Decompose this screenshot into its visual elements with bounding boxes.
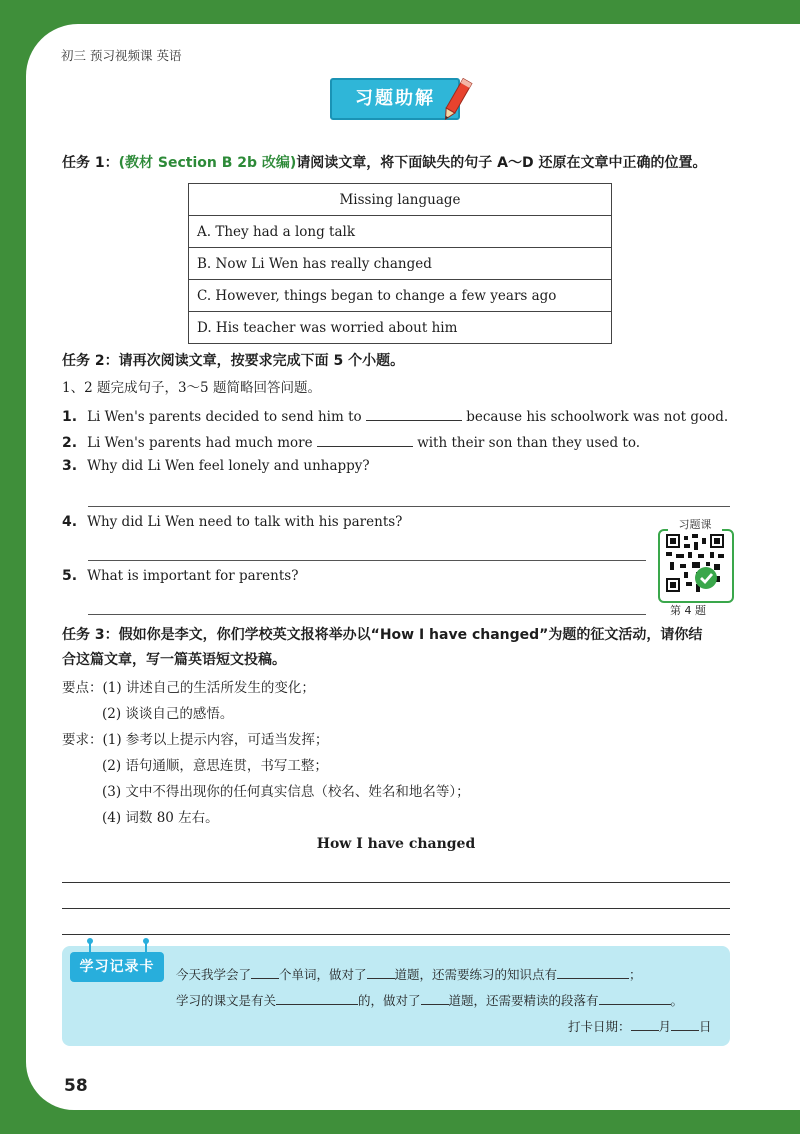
task1-heading [62, 152, 707, 172]
question-2 [62, 432, 640, 451]
task2-heading: 任务 2：请再次阅读文章，按要求完成下面 5 个小题。 [62, 353, 405, 369]
q4-text: Why did Li Wen need to talk with his parents? [87, 514, 403, 530]
topic-blank[interactable] [276, 990, 358, 1005]
card-line-3 [568, 1016, 712, 1035]
essay-title: How I have changed [316, 836, 476, 852]
option-c: C. However, things began to change a few years ago [189, 280, 612, 312]
q2-text-after: with their son than they used to. [417, 435, 641, 451]
qr-caption: 第 4 题 [670, 604, 706, 617]
qr-code-icon[interactable] [666, 534, 724, 592]
qr-label: 习题课 [668, 516, 722, 532]
table-row [189, 280, 612, 312]
table-header: Missing language [189, 184, 612, 216]
card-tag: 学习记录卡 [70, 952, 164, 982]
q1-blank[interactable] [366, 406, 462, 421]
q1-number: 1. [62, 409, 78, 425]
card-line-1 [176, 964, 642, 983]
question-3 [62, 458, 370, 474]
q5-number: 5. [62, 568, 78, 584]
requirement-2: (2) 语句通顺，意思连贯，书写工整； [102, 758, 328, 774]
words-blank[interactable] [251, 964, 279, 979]
paragraph-blank[interactable] [599, 990, 671, 1005]
task1-source: (教材 Section B 2b 改编) [118, 155, 297, 171]
card-text: 道题，还需要练习的知识点有 [394, 967, 558, 982]
correct-blank[interactable] [421, 990, 449, 1005]
question-5 [62, 568, 298, 584]
card-text: 。 [670, 993, 684, 1008]
q4-answer-line[interactable] [88, 560, 646, 561]
q4-number: 4. [62, 514, 78, 530]
page-header: 初三 预习视频课 英语 [61, 48, 182, 63]
card-line-2 [176, 990, 683, 1009]
q3-number: 3. [62, 458, 78, 474]
card-text: 打卡日期： [568, 1019, 631, 1034]
q1-text-after: because his schoolwork was not good. [466, 409, 729, 425]
card-text: 今天我学会了 [176, 967, 252, 982]
workbook-page [26, 24, 800, 1110]
writing-line-3[interactable] [62, 934, 730, 935]
questions-blank[interactable] [367, 964, 395, 979]
requirement-3: (3) 文中不得出现你的任何真实信息（校名、姓名和地名等）； [102, 784, 470, 800]
task3-line2: 合这篇文章，写一篇英语短文投稿。 [62, 652, 286, 668]
q2-text-before: Li Wen's parents had much more [87, 435, 313, 451]
q2-number: 2. [62, 435, 78, 451]
question-4 [62, 514, 402, 530]
task1-label: 任务 1： [62, 155, 119, 171]
table-row [189, 184, 612, 216]
table-row [189, 312, 612, 344]
question-1 [62, 406, 728, 425]
table-row [189, 216, 612, 248]
missing-language-table [188, 183, 612, 344]
requirement-4: (4) 词数 80 左右。 [102, 810, 219, 826]
points-1: 要点：(1) 讲述自己的生活所发生的变化； [62, 680, 315, 696]
table-row [189, 248, 612, 280]
task1-instruction: 请阅读文章，将下面缺失的句子 A～D 还原在文章中正确的位置。 [296, 155, 707, 171]
card-text: 个单词，做对了 [279, 967, 367, 982]
option-d: D. His teacher was worried about him [189, 312, 612, 344]
q5-text: What is important for parents? [87, 568, 299, 584]
task3-line1: 任务 3：假如你是李文，你们学校英文报将举办以“How I have changed”为题的征文活动，请你结 [62, 627, 703, 643]
q5-answer-line[interactable] [88, 614, 646, 615]
writing-line-2[interactable] [62, 908, 730, 909]
card-text: 月 [658, 1019, 672, 1034]
option-b: B. Now Li Wen has really changed [189, 248, 612, 280]
card-text: 日 [699, 1019, 712, 1034]
day-blank[interactable] [671, 1016, 699, 1031]
card-text: 道题，还需要精读的段落有 [448, 993, 599, 1008]
section-title: 习题助解 [330, 78, 460, 120]
month-blank[interactable] [631, 1016, 659, 1031]
writing-line-1[interactable] [62, 882, 730, 883]
requirement-1: 要求：(1) 参考以上提示内容，可适当发挥； [62, 732, 329, 748]
card-text: ； [629, 967, 642, 982]
task2-note: 1、2 题完成句子，3～5 题简略回答问题。 [62, 380, 321, 396]
q3-answer-line[interactable] [88, 506, 730, 507]
q3-text: Why did Li Wen feel lonely and unhappy? [87, 458, 370, 474]
q1-text-before: Li Wen's parents decided to send him to [87, 409, 362, 425]
q2-blank[interactable] [317, 432, 413, 447]
card-text: 的，做对了 [358, 993, 421, 1008]
pencil-icon [438, 76, 474, 126]
option-a: A. They had a long talk [189, 216, 612, 248]
card-text: 学习的课文是有关 [176, 993, 277, 1008]
page-number: 58 [64, 1076, 88, 1096]
points-2: (2) 谈谈自己的感悟。 [102, 706, 234, 722]
knowledge-blank[interactable] [557, 964, 629, 979]
